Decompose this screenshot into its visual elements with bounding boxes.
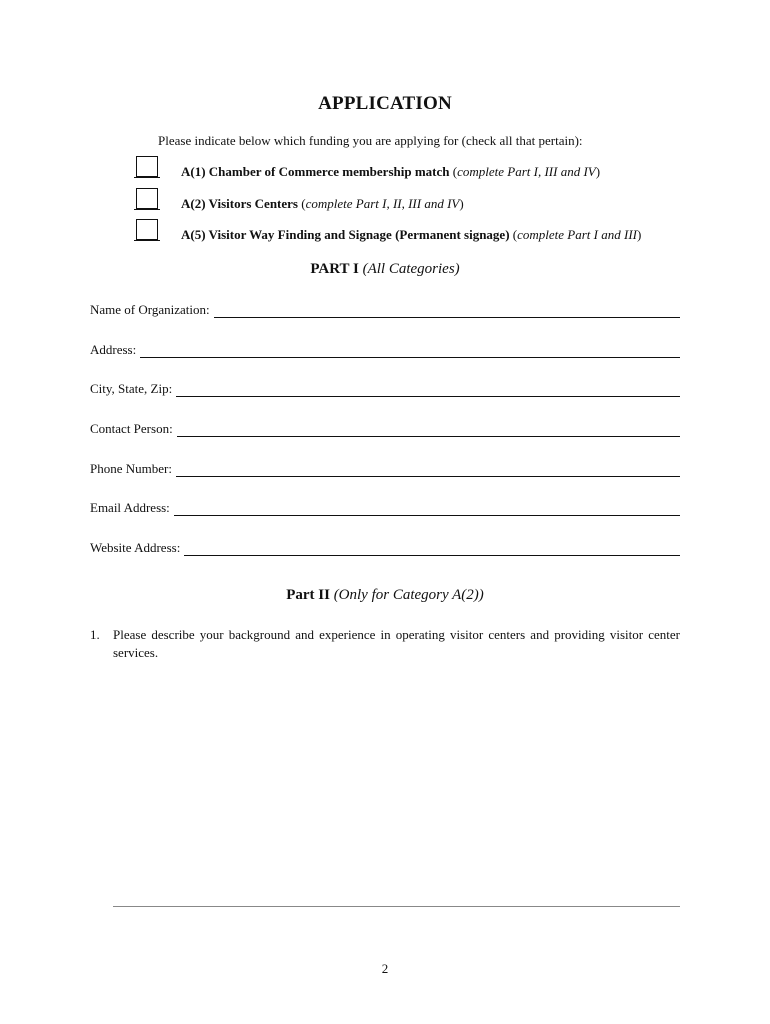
city-state-zip-input[interactable]	[176, 382, 680, 397]
category-a1-label: A(1) Chamber of Commerce membership match	[181, 164, 450, 179]
website-address-field[interactable]	[90, 538, 680, 556]
field-label: Website Address:	[90, 540, 181, 555]
phone-number-input[interactable]	[176, 462, 680, 477]
category-a5-label: A(5) Visitor Way Finding and Signage (Permanent signage)	[181, 227, 510, 242]
website-address-input[interactable]	[184, 541, 680, 556]
question-number: 1.	[90, 627, 100, 642]
question-text: Please describe your background and experience in operating visitor centers and providing visitor center services.	[113, 627, 680, 660]
organization-name-input[interactable]	[214, 303, 680, 318]
contact-person-input[interactable]	[177, 422, 680, 437]
city-state-zip-field[interactable]	[90, 379, 680, 397]
field-label: City, State, Zip:	[90, 381, 173, 396]
email-address-input[interactable]	[174, 501, 680, 516]
category-a2-checkbox[interactable]	[136, 188, 158, 210]
question-1	[90, 626, 680, 662]
category-a2-note: complete Part I, II, III and IV	[305, 196, 460, 211]
answer-line[interactable]	[113, 906, 680, 907]
category-a5-checkbox[interactable]	[136, 219, 158, 241]
part-2-heading: Part II (Only for Category A(2))	[286, 587, 484, 603]
page-title: APPLICATION	[318, 93, 452, 114]
email-address-field[interactable]	[90, 498, 680, 516]
organization-name-field[interactable]	[90, 300, 680, 318]
funding-instruction: Please indicate below which funding you are applying for (check all that pertain):	[158, 133, 583, 148]
category-a1-note: complete Part I, III and IV	[457, 164, 596, 179]
contact-person-field[interactable]	[90, 419, 680, 437]
category-a5-note: complete Part I and III	[517, 227, 637, 242]
part-1-heading: PART I (All Categories)	[310, 261, 460, 277]
address-field[interactable]	[90, 340, 680, 358]
field-label: Phone Number:	[90, 461, 172, 476]
category-a1-checkbox[interactable]	[136, 156, 158, 178]
field-label: Email Address:	[90, 500, 170, 515]
field-label: Contact Person:	[90, 421, 173, 436]
field-label: Address:	[90, 342, 137, 357]
page-number: 2	[381, 961, 389, 976]
field-label: Name of Organization:	[90, 302, 210, 317]
category-a2-label: A(2) Visitors Centers	[181, 196, 298, 211]
address-input[interactable]	[140, 343, 680, 358]
phone-number-field[interactable]	[90, 459, 680, 477]
